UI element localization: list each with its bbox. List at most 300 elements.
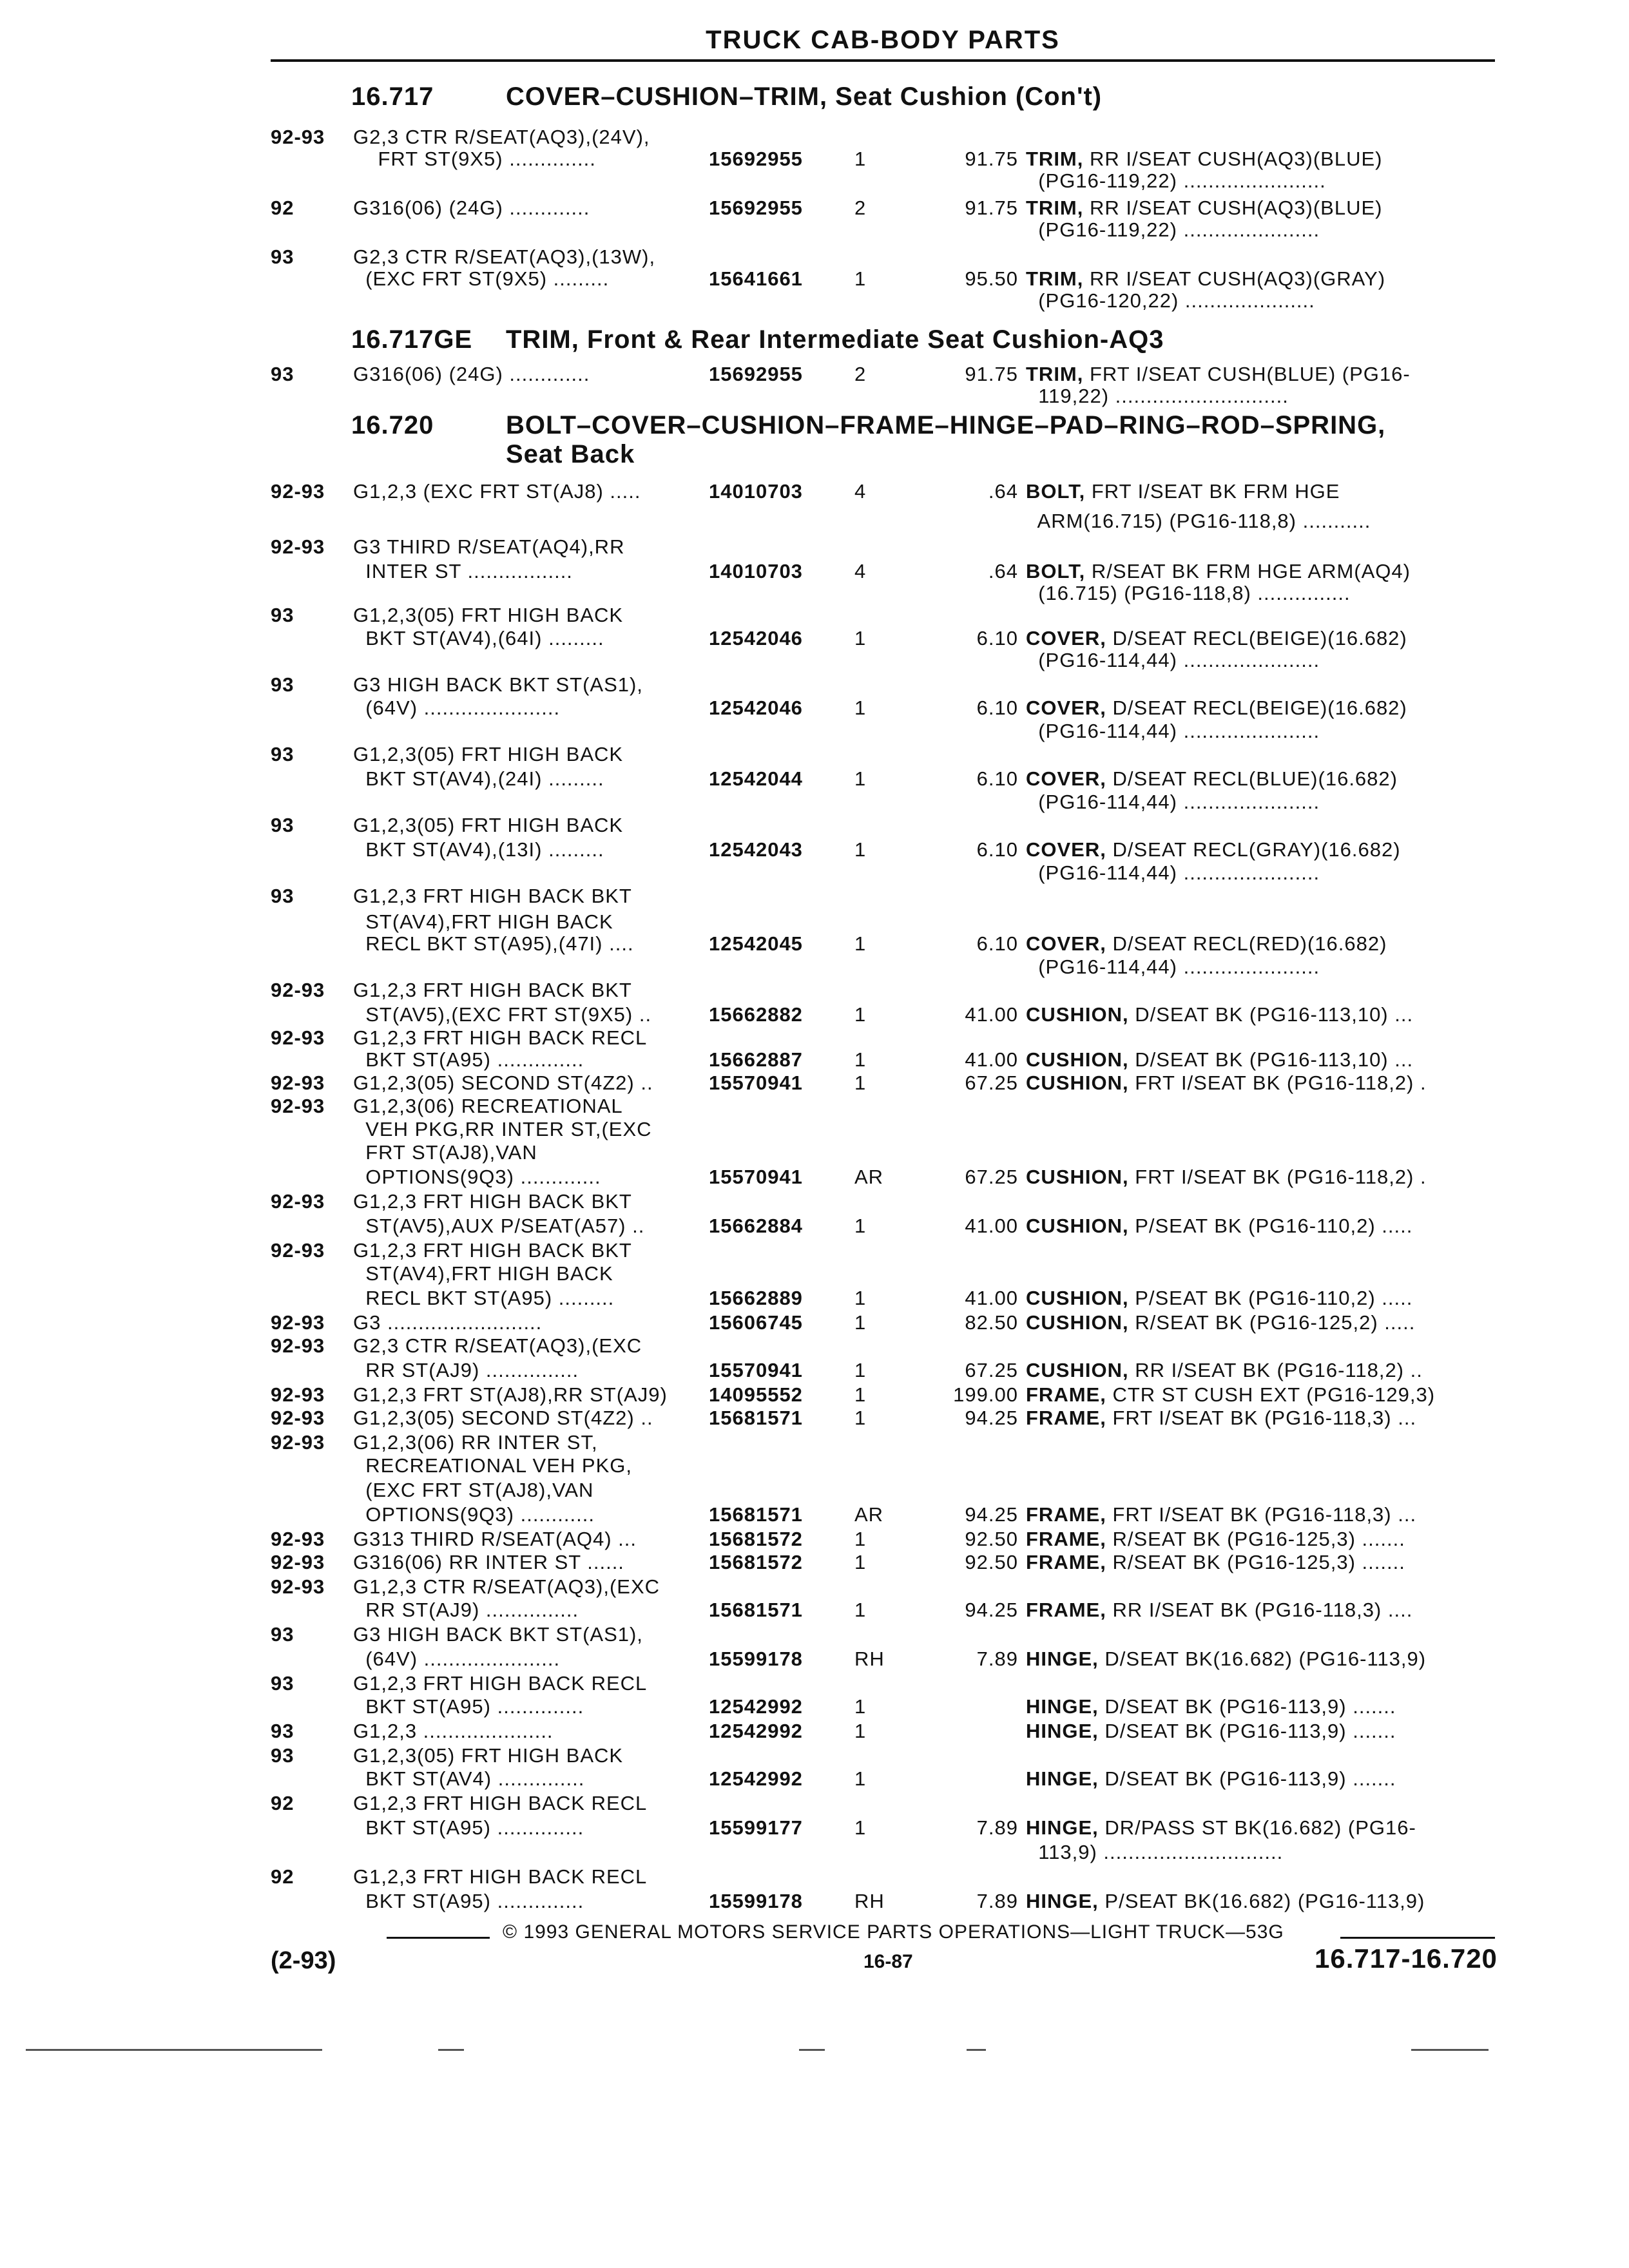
part-name (1026, 267, 1385, 291)
part-name (1026, 581, 1351, 605)
usage-description: (64V) ...................... (353, 697, 561, 719)
part-name (1026, 509, 1371, 533)
usage-description: G1,2,3 FRT HIGH BACK BKT (353, 885, 632, 907)
part-name-detail: FRT I/SEAT BK (PG16-118,2) . (1128, 1166, 1427, 1188)
quantity: 1 (854, 1551, 867, 1573)
model-year: 92-93 (271, 126, 325, 148)
price: 67.25 (965, 1359, 1018, 1381)
part-name-detail: (16.715) (PG16-118,8) ............... (1026, 582, 1351, 604)
usage-description: G1,2,3 FRT HIGH BACK RECL (353, 1026, 648, 1049)
price: 7.89 (976, 1648, 1018, 1670)
part-name (1026, 559, 1411, 583)
usage-description: RR ST(AJ9) ............... (353, 1359, 579, 1381)
usage-description: G316(06) (24G) ............. (353, 363, 590, 385)
part-number: 15599178 (709, 1648, 803, 1670)
section-number: 16.717 (351, 82, 434, 111)
parts-row (271, 581, 1495, 604)
usage-description: G1,2,3(05) FRT HIGH BACK (353, 743, 624, 765)
price: 41.00 (965, 1287, 1018, 1309)
parts-row (271, 1117, 1495, 1140)
parts-row (271, 1622, 1495, 1646)
usage-description: G1,2,3(05) SECOND ST(4Z2) .. (353, 1407, 653, 1429)
parts-row (271, 1238, 1495, 1262)
quantity: 1 (854, 838, 867, 861)
scan-mark (799, 2049, 825, 2051)
part-name (1026, 838, 1401, 861)
parts-row (271, 955, 1495, 978)
part-name (1026, 861, 1320, 885)
part-name (1026, 932, 1387, 956)
part-name (1026, 1840, 1283, 1864)
scan-mark (26, 2049, 322, 2051)
parts-row (271, 362, 1495, 385)
usage-description: BKT ST(AV4) .............. (353, 1767, 585, 1790)
part-number: 15681572 (709, 1528, 803, 1550)
parts-row (271, 1598, 1495, 1621)
part-name-detail: D/SEAT RECL(BLUE)(16.682) (1106, 767, 1398, 790)
quantity: RH (854, 1648, 885, 1670)
part-name (1026, 1286, 1412, 1310)
usage-description: G2,3 CTR R/SEAT(AQ3),(EXC (353, 1334, 642, 1357)
part-name (1026, 1889, 1425, 1913)
parts-row (271, 1140, 1495, 1164)
usage-description: G1,2,3(05) FRT HIGH BACK (353, 604, 624, 626)
parts-row (271, 1527, 1495, 1550)
parts-row (271, 696, 1495, 719)
part-name-keyword: COVER, (1026, 838, 1106, 861)
usage-description: G1,2,3(05) FRT HIGH BACK (353, 1744, 624, 1767)
quantity: 1 (854, 627, 867, 649)
parts-row (271, 648, 1495, 671)
usage-description: G1,2,3(05) SECOND ST(4Z2) .. (353, 1072, 653, 1094)
header-rule (271, 59, 1495, 62)
part-name-keyword: CUSHION, (1026, 1359, 1129, 1381)
parts-row (271, 626, 1495, 649)
model-year: 92-93 (271, 1334, 325, 1357)
part-name-detail: FRT I/SEAT BK (PG16-118,3) ... (1106, 1407, 1417, 1429)
part-name-keyword: FRAME, (1026, 1599, 1106, 1621)
part-number: 15570941 (709, 1072, 803, 1094)
model-year: 93 (271, 743, 294, 765)
quantity: 1 (854, 1359, 867, 1381)
quantity: 1 (854, 932, 867, 955)
part-name-keyword: HINGE, (1026, 1695, 1099, 1718)
part-name-detail: D/SEAT BK(16.682) (PG16-113,9) (1098, 1648, 1427, 1670)
part-name-keyword: TRIM, (1026, 363, 1084, 385)
footer-date: (2-93) (271, 1947, 336, 1974)
part-name-detail: RR I/SEAT CUSH(AQ3)(GRAY) (1083, 267, 1386, 290)
part-name (1026, 1527, 1405, 1551)
section-title-line2: Seat Back (506, 440, 635, 468)
part-name-keyword: CUSHION, (1026, 1166, 1129, 1188)
model-year: 92-93 (271, 1095, 325, 1117)
price: 91.75 (965, 197, 1018, 219)
price: 95.50 (965, 267, 1018, 290)
part-name-keyword: TRIM, (1026, 267, 1084, 290)
parts-row (271, 719, 1495, 742)
parts-row (271, 1430, 1495, 1454)
part-name (1026, 1358, 1423, 1382)
part-name-detail: DR/PASS ST BK(16.682) (PG16- (1098, 1816, 1416, 1839)
usage-description: INTER ST ................. (353, 560, 573, 582)
model-year: 93 (271, 1720, 294, 1742)
part-name-detail: P/SEAT BK(16.682) (PG16-113,9) (1098, 1890, 1425, 1912)
model-year: 93 (271, 1623, 294, 1646)
part-name-keyword: HINGE, (1026, 1816, 1099, 1839)
part-name (1026, 1311, 1415, 1334)
part-number: 15599178 (709, 1890, 803, 1912)
usage-description: G1,2,3(06) RECREATIONAL (353, 1095, 623, 1117)
part-name-detail: D/SEAT BK (PG16-113,9) ....... (1098, 1695, 1396, 1718)
usage-description: RECL BKT ST(A95) ......... (353, 1287, 615, 1309)
part-name-detail: R/SEAT BK (PG16-125,3) ....... (1106, 1551, 1405, 1573)
usage-description: FRT ST(9X5) .............. (353, 148, 596, 170)
part-name-keyword: FRAME, (1026, 1407, 1106, 1429)
part-name-keyword: BOLT, (1026, 480, 1086, 503)
part-name-detail: D/SEAT RECL(BEIGE)(16.682) (1106, 697, 1407, 719)
footer-page-number: 16-87 (863, 1951, 913, 1972)
price: 67.25 (965, 1072, 1018, 1094)
part-name-keyword: COVER, (1026, 627, 1106, 649)
usage-description: G2,3 CTR R/SEAT(AQ3),(24V), (353, 126, 650, 148)
parts-row (271, 509, 1495, 532)
quantity: 1 (854, 1003, 867, 1026)
model-year: 93 (271, 673, 294, 696)
part-name-detail: D/SEAT RECL(GRAY)(16.682) (1106, 838, 1401, 861)
part-name (1026, 218, 1320, 242)
part-name-detail: P/SEAT BK (PG16-110,2) ..... (1128, 1215, 1413, 1237)
part-number: 12542992 (709, 1695, 803, 1718)
part-number: 14010703 (709, 560, 803, 582)
part-name-keyword: FRAME, (1026, 1528, 1106, 1550)
model-year: 93 (271, 1672, 294, 1695)
part-name (1026, 362, 1411, 386)
part-name-detail: D/SEAT RECL(RED)(16.682) (1106, 932, 1387, 955)
parts-row (271, 1647, 1495, 1670)
model-year: 93 (271, 814, 294, 836)
parts-row (271, 1071, 1495, 1094)
parts-row (271, 978, 1495, 1001)
part-name-detail: FRT I/SEAT CUSH(BLUE) (PG16- (1083, 363, 1411, 385)
part-name-detail: (PG16-119,22) ...................... (1026, 218, 1320, 241)
part-name-keyword: COVER, (1026, 697, 1106, 719)
usage-description: G2,3 CTR R/SEAT(AQ3),(13W), (353, 245, 656, 268)
part-name-detail: D/SEAT BK (PG16-113,9) ....... (1098, 1767, 1396, 1790)
parts-row (271, 603, 1495, 626)
usage-description: G1,2,3 FRT HIGH BACK BKT (353, 1190, 632, 1213)
part-name-detail: D/SEAT BK (PG16-113,10) ... (1128, 1003, 1414, 1026)
part-name (1026, 479, 1340, 503)
quantity: 1 (854, 767, 867, 790)
part-name (1026, 1165, 1427, 1189)
usage-description: G3 ......................... (353, 1311, 543, 1334)
usage-description: G316(06) RR INTER ST ...... (353, 1551, 624, 1573)
footer-rule-right (1340, 1937, 1495, 1939)
parts-row (271, 1189, 1495, 1213)
usage-description: ST(AV5),AUX P/SEAT(A57) .. (353, 1215, 645, 1237)
part-name-detail: (PG16-114,44) ...................... (1026, 649, 1320, 671)
usage-description: ST(AV4),FRT HIGH BACK (353, 910, 613, 933)
price: 91.75 (965, 363, 1018, 385)
parts-row (271, 1094, 1495, 1117)
part-name-detail: (PG16-119,22) ....................... (1026, 169, 1326, 192)
part-name-detail: RR I/SEAT CUSH(AQ3)(BLUE) (1083, 148, 1383, 170)
section-number: 16.717GE (351, 325, 473, 354)
part-name-detail: RR I/SEAT BK (PG16-118,2) .. (1128, 1359, 1423, 1381)
footer-copyright: © 1993 GENERAL MOTORS SERVICE PARTS OPERATIONS—LIGHT TRUCK—53G (503, 1921, 1284, 1943)
usage-description: (64V) ...................... (353, 1648, 561, 1670)
usage-description: FRT ST(AJ8),VAN (353, 1141, 537, 1164)
section-title: BOLT–COVER–CUSHION–FRAME–HINGE–PAD–RING–ROD–SPRING, (506, 411, 1386, 439)
part-name (1026, 1816, 1416, 1840)
usage-description: G1,2,3 FRT HIGH BACK RECL (353, 1865, 648, 1888)
part-name (1026, 384, 1289, 408)
usage-description: G1,2,3(05) FRT HIGH BACK (353, 814, 624, 836)
quantity: 2 (854, 197, 867, 219)
section-heading (351, 411, 1385, 469)
parts-row (271, 125, 1495, 148)
scan-mark (438, 2049, 464, 2051)
price: 94.25 (965, 1503, 1018, 1526)
part-name-keyword: COVER, (1026, 932, 1106, 955)
model-year: 93 (271, 1744, 294, 1767)
parts-row (271, 1286, 1495, 1309)
usage-description: G1,2,3 CTR R/SEAT(AQ3),(EXC (353, 1575, 660, 1598)
model-year: 92-93 (271, 1383, 325, 1406)
part-number: 12542046 (709, 697, 803, 719)
part-name-detail: FRT I/SEAT BK (PG16-118,2) . (1128, 1072, 1427, 1094)
price: 199.00 (953, 1383, 1018, 1406)
part-number: 15662887 (709, 1048, 803, 1071)
usage-description: G1,2,3(06) RR INTER ST, (353, 1431, 598, 1454)
part-number: 12542046 (709, 627, 803, 649)
usage-description: RR ST(AJ9) ............... (353, 1599, 579, 1621)
parts-row (271, 1550, 1495, 1573)
parts-row (271, 790, 1495, 813)
parts-row (271, 1719, 1495, 1742)
price: 94.25 (965, 1407, 1018, 1429)
quantity: 1 (854, 1383, 867, 1406)
part-name-detail: (PG16-114,44) ...................... (1026, 861, 1320, 884)
part-number: 12542045 (709, 932, 803, 955)
price: 6.10 (976, 767, 1018, 790)
part-name (1026, 696, 1407, 720)
scan-mark (967, 2049, 986, 2051)
scan-mark (1411, 2049, 1489, 2051)
parts-row (271, 1406, 1495, 1429)
price: 82.50 (965, 1311, 1018, 1334)
model-year: 92-93 (271, 1239, 325, 1262)
model-year: 92-93 (271, 1311, 325, 1334)
part-number: 15599177 (709, 1816, 803, 1839)
part-name-keyword: HINGE, (1026, 1767, 1099, 1790)
price: 92.50 (965, 1551, 1018, 1573)
usage-description: G3 THIRD R/SEAT(AQ4),RR (353, 535, 625, 558)
part-name-detail: R/SEAT BK (PG16-125,3) ....... (1106, 1528, 1405, 1550)
footer-rule-left (387, 1937, 490, 1939)
quantity: 1 (854, 267, 867, 290)
quantity: 4 (854, 480, 867, 503)
part-number: 12542992 (709, 1720, 803, 1742)
usage-description: BKT ST(A95) .............. (353, 1695, 584, 1718)
quantity: 1 (854, 1311, 867, 1334)
parts-row (271, 813, 1495, 836)
part-name-keyword: TRIM, (1026, 197, 1084, 219)
part-name-keyword: HINGE, (1026, 1648, 1099, 1670)
model-year: 93 (271, 604, 294, 626)
part-number: 12542043 (709, 838, 803, 861)
usage-description: ST(AV4),FRT HIGH BACK (353, 1262, 613, 1285)
part-name (1026, 648, 1320, 672)
part-number: 15570941 (709, 1166, 803, 1188)
section-number: 16.720 (351, 411, 434, 439)
model-year: 92-93 (271, 1407, 325, 1429)
usage-description: (EXC FRT ST(AJ8),VAN (353, 1479, 594, 1501)
parts-row (271, 1214, 1495, 1237)
quantity: 1 (854, 1767, 867, 1790)
part-name-keyword: CUSHION, (1026, 1287, 1129, 1309)
part-name-keyword: CUSHION, (1026, 1311, 1129, 1334)
part-number: 15641661 (709, 267, 803, 290)
part-name (1026, 719, 1320, 743)
parts-row (271, 884, 1495, 907)
part-number: 15692955 (709, 197, 803, 219)
part-name-keyword: CUSHION, (1026, 1003, 1129, 1026)
part-name-detail: FRT I/SEAT BK FRM HGE (1085, 480, 1340, 503)
part-name (1026, 1719, 1396, 1743)
model-year: 92-93 (271, 1026, 325, 1049)
part-name-detail: (PG16-114,44) ...................... (1026, 720, 1320, 742)
usage-description: RECL BKT ST(A95),(47I) .... (353, 932, 634, 955)
part-number: 15681571 (709, 1599, 803, 1621)
part-name-detail: FRT I/SEAT BK (PG16-118,3) ... (1106, 1503, 1417, 1526)
part-name (1026, 955, 1320, 979)
part-name (1026, 169, 1326, 193)
part-name-detail: D/SEAT BK (PG16-113,10) ... (1128, 1048, 1414, 1071)
part-name (1026, 1214, 1412, 1238)
part-name (1026, 1767, 1396, 1791)
quantity: 1 (854, 1215, 867, 1237)
model-year: 92-93 (271, 480, 325, 503)
model-year: 92 (271, 197, 294, 219)
quantity: 2 (854, 363, 867, 385)
model-year: 92 (271, 1792, 294, 1814)
part-number: 15662889 (709, 1287, 803, 1309)
quantity: 1 (854, 148, 867, 170)
part-name (1026, 1071, 1427, 1095)
quantity: 1 (854, 697, 867, 719)
part-number: 15662884 (709, 1215, 803, 1237)
part-name-detail: RR I/SEAT BK (PG16-118,3) .... (1106, 1599, 1413, 1621)
part-name-keyword: CUSHION, (1026, 1072, 1129, 1094)
price: .64 (988, 480, 1018, 503)
usage-description: G3 HIGH BACK BKT ST(AS1), (353, 1623, 643, 1646)
part-number: 15681571 (709, 1407, 803, 1429)
usage-description: G316(06) (24G) ............. (353, 197, 590, 219)
part-name (1026, 790, 1320, 814)
price: 94.25 (965, 1599, 1018, 1621)
part-name (1026, 1550, 1405, 1574)
part-name (1026, 1695, 1396, 1718)
model-year: 92-93 (271, 1551, 325, 1573)
usage-description: (EXC FRT ST(9X5) ......... (353, 267, 610, 290)
part-name-detail: R/SEAT BK (PG16-125,2) ..... (1128, 1311, 1416, 1334)
usage-description: BKT ST(AV4),(64I) ......... (353, 627, 604, 649)
part-name-detail: RR I/SEAT CUSH(AQ3)(BLUE) (1083, 197, 1383, 219)
quantity: 1 (854, 1287, 867, 1309)
parts-row (271, 1840, 1495, 1863)
part-number: 15662882 (709, 1003, 803, 1026)
price: 6.10 (976, 932, 1018, 955)
usage-description: G1,2,3 FRT HIGH BACK RECL (353, 1672, 648, 1695)
usage-description: G1,2,3 FRT HIGH BACK RECL (353, 1792, 648, 1814)
part-name (1026, 626, 1407, 650)
part-name-detail: 119,22) ............................ (1026, 385, 1289, 407)
parts-row (271, 1358, 1495, 1381)
part-number: 15681572 (709, 1551, 803, 1573)
price: .64 (988, 560, 1018, 582)
parts-row (271, 1478, 1495, 1501)
price: 6.10 (976, 697, 1018, 719)
model-year: 92-93 (271, 535, 325, 558)
part-number: 12542044 (709, 767, 803, 790)
part-number: 15570941 (709, 1359, 803, 1381)
part-name-detail: (PG16-114,44) ...................... (1026, 956, 1320, 978)
model-year: 92-93 (271, 979, 325, 1001)
part-name-detail: (PG16-120,22) ..................... (1026, 289, 1315, 312)
parts-row (271, 147, 1495, 170)
parts-row (271, 1889, 1495, 1912)
part-name-detail: R/SEAT BK FRM HGE ARM(AQ4) (1085, 560, 1411, 582)
section-title: TRIM, Front & Rear Intermediate Seat Cushion-AQ3 (506, 325, 1164, 354)
part-name-keyword: FRAME, (1026, 1503, 1106, 1526)
footer-section-range: 16.717-16.720 (1315, 1943, 1498, 1974)
part-name (1026, 147, 1382, 171)
part-number: 14010703 (709, 480, 803, 503)
part-name-keyword: FRAME, (1026, 1551, 1106, 1573)
parts-row (271, 1791, 1495, 1814)
quantity: 1 (854, 1528, 867, 1550)
model-year: 93 (271, 363, 294, 385)
part-number: 14095552 (709, 1383, 803, 1406)
section-title: COVER–CUSHION–TRIM, Seat Cushion (Con't) (506, 82, 1103, 111)
price: 92.50 (965, 1528, 1018, 1550)
parts-row (271, 1671, 1495, 1695)
quantity: AR (854, 1503, 884, 1526)
part-name-keyword: HINGE, (1026, 1890, 1099, 1912)
price: 91.75 (965, 148, 1018, 170)
quantity: 1 (854, 1816, 867, 1839)
usage-description: G1,2,3 FRT HIGH BACK BKT (353, 979, 632, 1001)
parts-row (271, 384, 1495, 407)
part-name (1026, 1406, 1416, 1430)
price: 7.89 (976, 1890, 1018, 1912)
model-year: 92-93 (271, 1431, 325, 1454)
usage-description: BKT ST(AV4),(24I) ......... (353, 767, 604, 790)
parts-row (271, 479, 1495, 503)
model-year: 93 (271, 885, 294, 907)
section-heading (351, 325, 1164, 354)
price: 6.10 (976, 838, 1018, 861)
part-number: 15606745 (709, 1311, 803, 1334)
price: 7.89 (976, 1816, 1018, 1839)
part-name (1026, 1598, 1412, 1622)
price: 41.00 (965, 1003, 1018, 1026)
part-number: 15681571 (709, 1503, 803, 1526)
price: 67.25 (965, 1166, 1018, 1188)
part-number: 12542992 (709, 1767, 803, 1790)
price: 6.10 (976, 627, 1018, 649)
